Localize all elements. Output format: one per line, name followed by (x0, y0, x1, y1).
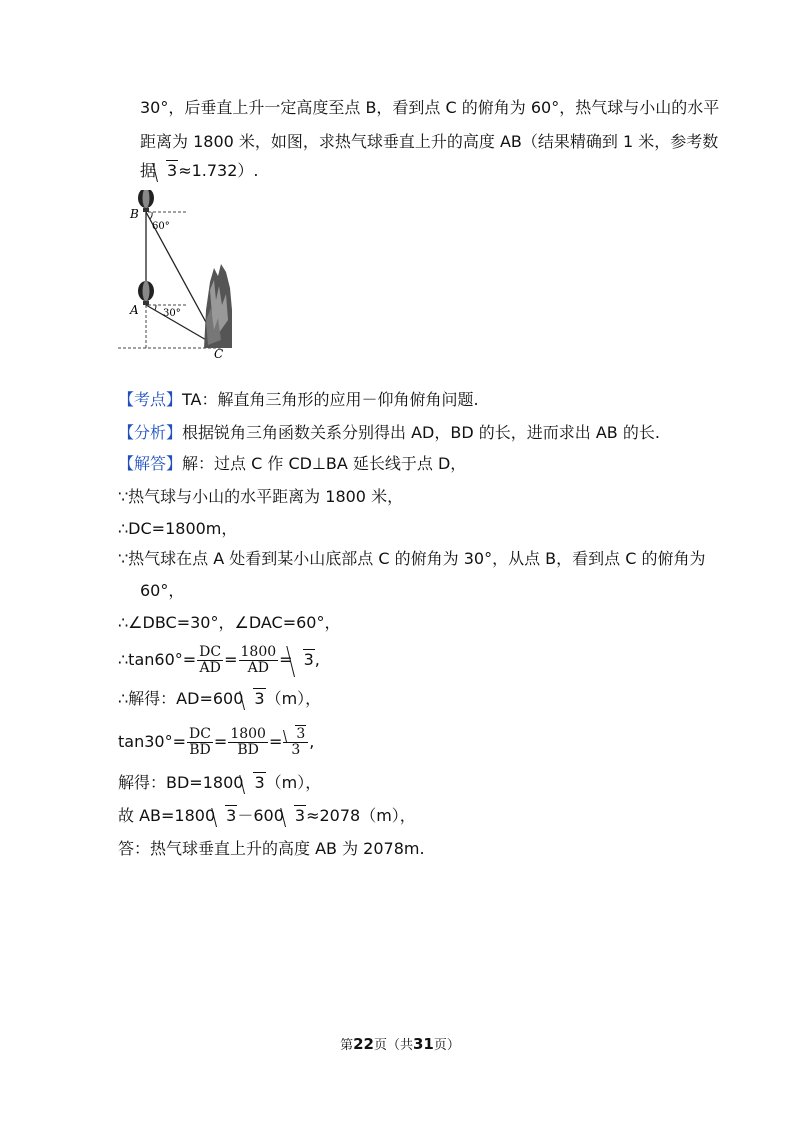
fenxi-text: 根据锐角三角函数关系分别得出 AD，BD 的长，进而求出 AB 的长. (182, 423, 660, 442)
sqrt-symbol: 3 (157, 160, 178, 182)
solution-step-4: ∴∠DBC=30°，∠DAC=60°， (118, 613, 341, 632)
solution-step-6: ∴解得：AD=600 3（m）， (118, 689, 322, 708)
page-total: 31 (413, 1035, 434, 1053)
label-a: A (130, 303, 139, 317)
problem-line-3-tail: ≈1.732）. (178, 161, 259, 180)
sqrt-symbol: 3 (244, 772, 265, 794)
angle-30-label: 30° (163, 308, 181, 319)
fraction-dc-bd: $\frac{DC}{BD}$ (188, 726, 211, 758)
page-footer: 第22页（共31页） (340, 1035, 460, 1053)
jieda-tag: 【解答】 (118, 454, 183, 473)
kaodian-line (118, 389, 479, 411)
problem-line-3-text: 据 (140, 161, 157, 180)
solution-answer: 答：热气球垂直上升的高度 AB 为 2078m. (118, 839, 425, 858)
problem-line-1: 30°，后垂直上升一定高度至点 B，看到点 C 的俯角为 60°，热气球与小山的水平 (140, 98, 720, 117)
fraction-sqrt3-over-3: $\frac{3}{3}$ (283, 727, 308, 758)
solution-step-2: ∴DC=1800m， (118, 519, 238, 538)
fraction-dc-ad: $\frac{DC}{AD}$ (199, 644, 222, 676)
sqrt-symbol: 3 (285, 805, 306, 827)
solution-step-1: ∵热气球与小山的水平距离为 1800 米， (118, 487, 404, 506)
label-b: B (130, 207, 139, 221)
solution-step-9: 故 AB=1800 3－600 3≈2078（m）， (118, 806, 416, 825)
fraction-1800-bd: $\frac{1800}{BD}$ (230, 726, 266, 758)
sqrt-symbol: 3 (294, 643, 315, 677)
label-c: C (214, 347, 224, 360)
angle-60-label: 60° (152, 221, 170, 232)
balloon-b-icon (138, 190, 154, 212)
solution-step-3b: 60°， (140, 581, 185, 600)
solution-step-5: ∴tan60°= $\frac{DC}{AD}$ = $\frac{1800}{AD}$ = 3, (118, 644, 320, 676)
fenxi-line (118, 422, 660, 444)
balloon-a-icon (138, 281, 154, 305)
solution-step-7: tan30°= $\frac{DC}{BD}$ = $\frac{1800}{BD}$ = $\frac{3}{3}$ , (118, 726, 315, 758)
problem-line-3 (140, 160, 259, 182)
sqrt-symbol: 3 (216, 805, 237, 827)
jieda-line (118, 453, 466, 475)
jieda-text: 解：过点 C 作 CD⊥BA 延长线于点 D， (182, 454, 467, 473)
balloon-mountain-figure (118, 190, 258, 360)
problem-line-2: 距离为 1800 米，如图，求热气球垂直上升的高度 AB（结果精确到 1 米，参考数 (140, 132, 719, 151)
fenxi-tag: 【分析】 (118, 423, 183, 442)
page-number: 22 (353, 1035, 374, 1053)
fraction-1800-ad: $\frac{1800}{AD}$ (240, 644, 277, 676)
solution-step-8: 解得：BD=1800 3（m）， (118, 773, 322, 792)
sqrt-symbol: 3 (244, 688, 265, 710)
kaodian-text: TA：解直角三角形的应用－仰角俯角问题. (182, 390, 479, 409)
kaodian-tag: 【考点】 (118, 390, 183, 409)
solution-step-3a: ∵热气球在点 A 处看到某小山底部点 C 的俯角为 30°，从点 B，看到点 C 的俯角为 (118, 549, 706, 568)
